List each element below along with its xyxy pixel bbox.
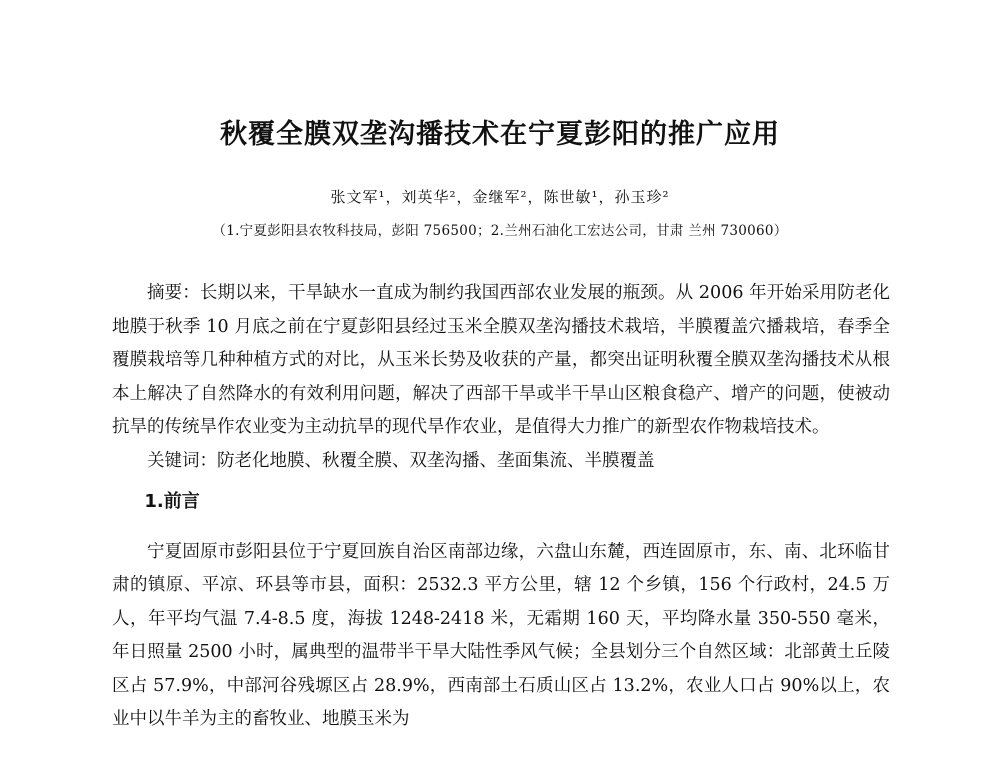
author-list: 张文军¹，刘英华²，金继军²，陈世敏¹，孙玉珍²: [330, 188, 670, 206]
paper-body: [112, 277, 890, 737]
section-heading-introduction: 1.前言: [144, 491, 200, 512]
paper-title: 秋覆全膜双垄沟播技术在宁夏彭阳的推广应用: [220, 119, 780, 150]
affiliations: （1.宁夏彭阳县农牧科技局，彭阳 756500；2.兰州石油化工宏达公司，甘肃 兰州 730060）: [212, 223, 788, 239]
keywords-line: 关键词：防老化地膜、秋覆全膜、双垄沟播、垄面集流、半膜覆盖: [147, 450, 655, 471]
abstract-paragraph: 摘要：长期以来，干旱缺水一直成为制约我国西部农业发展的瓶颈。从 2006 年开始采用防老化地膜于秋季 10 月底之前在宁夏彭阳县经过玉米全膜双垄沟播技术栽培，半膜覆盖穴播栽培，春季全覆膜栽培等几种种植方式的对比，从玉米长势及收获的产量，都突出证明秋覆全膜双垄沟播技术从根本上解决了自然降水的有效利用问题，解决了西部干旱或半干旱山区粮食稳产、增产的问题，使被动抗旱的传统旱作农业变为主动抗旱的现代旱作农业，是值得大力推广的新型农作物栽培技术。: [112, 283, 890, 437]
introduction-paragraph: 宁夏固原市彭阳县位于宁夏回族自治区南部边缘，六盘山东麓，西连固原市，东、南、北环临甘肃的镇原、平凉、环县等市县，面积：2532.3 平方公里，辖 12 个乡镇，156 个行政村，24.5 万人，年平均气温 7.4-8.5 度，海拔 1248-2418 米，无霜期 160 天，平均降水量 350-550 毫米，年日照量 2500 小时，属典型的温带半干旱大陆性季风气候；全县划分三个自然区域：北部黄土丘陵区占 57.9%，中部河谷残塬区占 28.9%，西南部土石质山区占 13.2%，农业人口占 90%以上，农业中以牛羊为主的畜牧业、地膜玉米为: [112, 541, 890, 729]
